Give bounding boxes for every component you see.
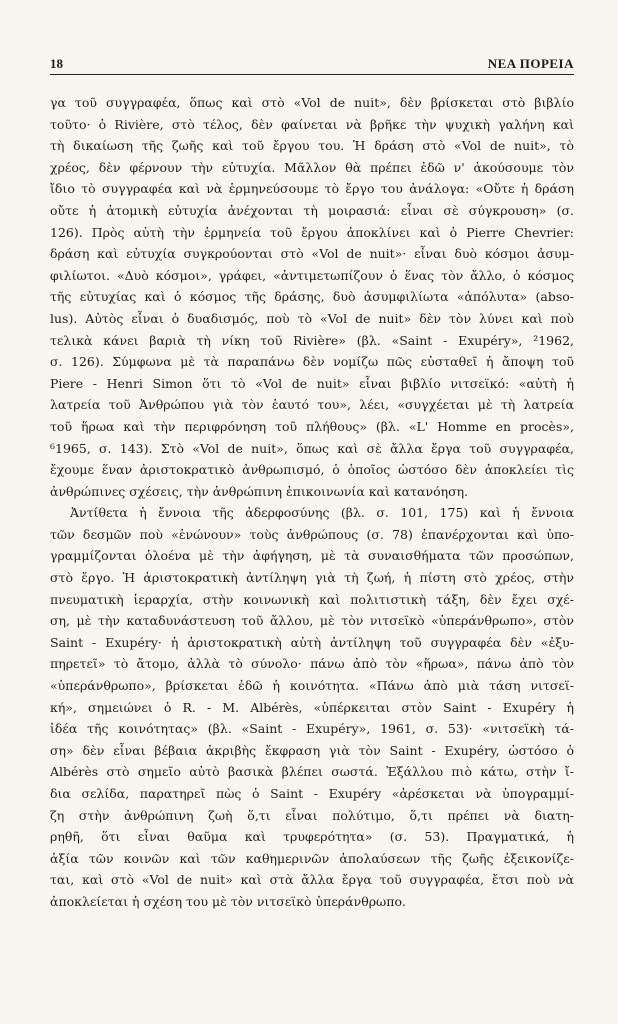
text-line: ἀποκλείεται ἡ σχέση του μὲ τὸν νιτσεϊκὸ ὑπεράνθρωπο. xyxy=(50,893,406,909)
text-line: ση, μὲ τὴν καταδυνάστευση τοῦ ἄλλου, μὲ τὸν νιτσεϊκὸ «ὑπεράνθρωπο», στὸν xyxy=(50,613,574,629)
text-line: ἔχουμε ἕναν ἀριστοκρατικὸ ἀνθρωπισμό, ὁ ὁποῖος ὡστόσο δὲν ἀποκλείει τὶς xyxy=(50,462,574,478)
text-line: οὔτε ἡ ἀτομικὴ εὐτυχία ἀνέχονται τὴ μοιρασιά: εἶναι σὲ σύγκρουση» (σ. xyxy=(50,202,574,218)
running-head: ΝΕΑ ΠΟΡΕΙΑ xyxy=(487,56,574,71)
text-line: χρέος, δὲν φέρνουν τὴν εὐτυχία. Μᾶλλον θὰ πρέπει ἐδῶ ν' ἀκούσουμε τὸν xyxy=(50,159,574,175)
text-line: lus). Αὐτὸς εἶναι ὁ δυαδισμός, ποὺ τὸ «Vol de nuit» δὲν τὸν λύνει καὶ ποὺ xyxy=(50,310,574,326)
text-line: πηρετεῖ» τὸ ἄτομο, ἀλλὰ τὸ σύνολο· πάνω ἀπὸ τὸν «ἥρωα», πάνω ἀπὸ τὸν xyxy=(50,656,574,672)
text-line: Piere - Henri Simon ὅτι τὸ «Vol de nuit» εἶναι βιβλίο νιτσεϊκό: «αὐτὴ ἡ xyxy=(50,375,574,391)
text-line: τοῦ ἥρωα καὶ τὴν περιφρόνηση τοῦ πλήθους» (βλ. «L' Homme en procès», xyxy=(50,418,574,434)
text-line: γραμμίζονται ὁλοένα μὲ τὴν ἀφήγηση, μὲ τὰ συναισθήματα τῶν προσώπων, xyxy=(50,548,574,564)
text-line: Ἀντίθετα ἡ ἔννοια τῆς ἀδερφοσύνης (βλ. σ. 101, 175) καὶ ἡ ἔννοια xyxy=(70,505,574,521)
text-line: ση» δὲν εἶναι βέβαια ἀκριβὴς ἔκφραση γιὰ τὸν Saint - Exupéry, ὡστόσο ὁ xyxy=(50,742,574,758)
text-line: τελικὰ κάνει βαριὰ τὴ νίκη τοῦ Rivière» (βλ. «Saint - Exupéry», ²1962, xyxy=(50,332,574,348)
text-line: Saint - Exupéry· ἡ ἀριστοκρατικὴ αὐτὴ ἀντίληψη τοῦ συγγραφέα δὲν «ἐξυ- xyxy=(50,634,574,650)
text-line: κή», σημειώνει ὁ R. - M. Albérès, «ὑπέρκειται στὸν Saint - Exupéry ἡ xyxy=(50,699,574,715)
text-line: τῆς εὐτυχίας καὶ ὁ κόσμος τῆς δράσης, δυὸ ἀσυμφιλίωτα «ἀπόλυτα» (abso- xyxy=(50,289,574,305)
header-rule xyxy=(50,74,574,75)
text-line: ρηθῆ, ὅτι εἶναι θαῦμα καὶ τρυφερότητα» (σ. 53). Πραγματικά, ἡ xyxy=(50,829,574,845)
text-line: ζη στὴν ἀνθρώπινη ζωὴ ὅ,τι εἶναι πολύτιμο, ὅ,τι πρέπει νὰ διατη- xyxy=(50,807,574,823)
text-line: 126). Πρὸς αὐτὴ τὴν ἑρμηνεία τοῦ ἔργου ἀποκλίνει καὶ ὁ Pierre Chevrier: xyxy=(50,224,574,240)
page-number: 18 xyxy=(50,56,63,71)
text-line: φιλίωτοι. «Δυὸ κόσμοι», γράφει, «ἀντιμετωπίζουν ὁ ἕνας τὸν ἄλλο, ὁ κόσμος xyxy=(50,267,574,283)
page-header xyxy=(50,56,574,72)
text-line: ἴδιο τὸ συγγραφέα καὶ νὰ ἑρμηνεύσουμε τὸ ἔργο του ἀνάλογα: «Οὔτε ἡ δράση xyxy=(50,181,574,197)
paragraph xyxy=(50,92,574,502)
text-line: πνευματικὴ ἱεραρχία, στὴν κοινωνικὴ καὶ πολιτιστικὴ τάξη, δὲν ἔχει σχέ- xyxy=(50,591,574,607)
text-line: τὴ δικαίωση τῆς ζωῆς καὶ τοῦ ἔργου του. Ἡ δράση στὸ «Vol de nuit», τὸ xyxy=(50,138,574,154)
text-line: Albérès στὸ σημεῖο αὐτὸ βασικὰ βλέπει σωστά. Ἐξάλλου πιὸ κάτω, στὴν ἴ- xyxy=(50,764,574,780)
text-line: δράση καὶ εὐτυχία συγκρούονται στὸ «Vol de nuit»· εἶναι δυὸ κόσμοι ἀσυμ- xyxy=(50,246,574,262)
text-line: λατρεία τοῦ Ἀνθρώπου γιὰ τὸν ἑαυτό του», λέει, «συγχέεται μὲ τὴ λατρεία xyxy=(50,397,574,413)
text-line: ται, καὶ στὸ «Vol de nuit» καὶ στὰ ἄλλα ἔργα τοῦ συγγραφέα, ἔτσι ποὺ νὰ xyxy=(50,872,574,888)
body-text xyxy=(50,92,574,913)
text-line: τοῦτο· ὁ Rivière, στὸ τέλος, δὲν φαίνεται νὰ βρῆκε τὴν ψυχικὴ γαλήνη καὶ xyxy=(50,116,574,132)
text-line: ἀνθρώπινες σχέσεις, τὴν ἀνθρώπινη ἐπικοινωνία καὶ κατανόηση. xyxy=(50,483,469,499)
text-line: γα τοῦ συγγραφέα, ὅπως καὶ στὸ «Vol de nuit», δὲν βρίσκεται στὸ βιβλίο xyxy=(50,95,574,110)
text-line: ⁶1965, σ. 143). Στὸ «Vol de nuit», ὅπως καὶ σὲ ἄλλα ἔργα τοῦ συγγραφέα, xyxy=(50,440,574,456)
text-line: τῶν δεσμῶν ποὺ «ἑνώνουν» τοὺς ἀνθρώπους (σ. 78) ἐπανέρχονται καὶ ὑπο- xyxy=(50,526,574,542)
text-line: «ὑπεράνθρωπο», βρίσκεται ἐδῶ ἡ κοινότητα. «Πάνω ἀπὸ μιὰ τάση νιτσεϊ- xyxy=(50,678,574,694)
text-line: σ. 126). Σύμφωνα μὲ τὰ παραπάνω δὲν νομίζω πῶς εὐσταθεῖ ἡ ἄποψη τοῦ xyxy=(50,354,574,370)
text-line: ἰδέα τῆς κοινότητας» (βλ. «Saint - Exupéry», 1961, σ. 53)· «νιτσεϊκὴ τά- xyxy=(50,721,574,737)
paragraph xyxy=(50,502,574,912)
text-line: δια σελίδα, παρατηρεῖ πὼς ὁ Saint - Exupéry «ἀρέσκεται νὰ ὑπογραμμί- xyxy=(50,786,574,801)
text-line: ἀξία τῶν κοινῶν καὶ τῶν καθημερινῶν ἀπολαύσεων τῆς ζωῆς ἐξεικονίζε- xyxy=(50,850,574,866)
text-line: στὸ ἔργο. Ἡ ἀριστοκρατικὴ ἀντίληψη γιὰ τὴ ζωή, ἡ πίστη στὸ χρέος, στὴν xyxy=(50,570,574,586)
